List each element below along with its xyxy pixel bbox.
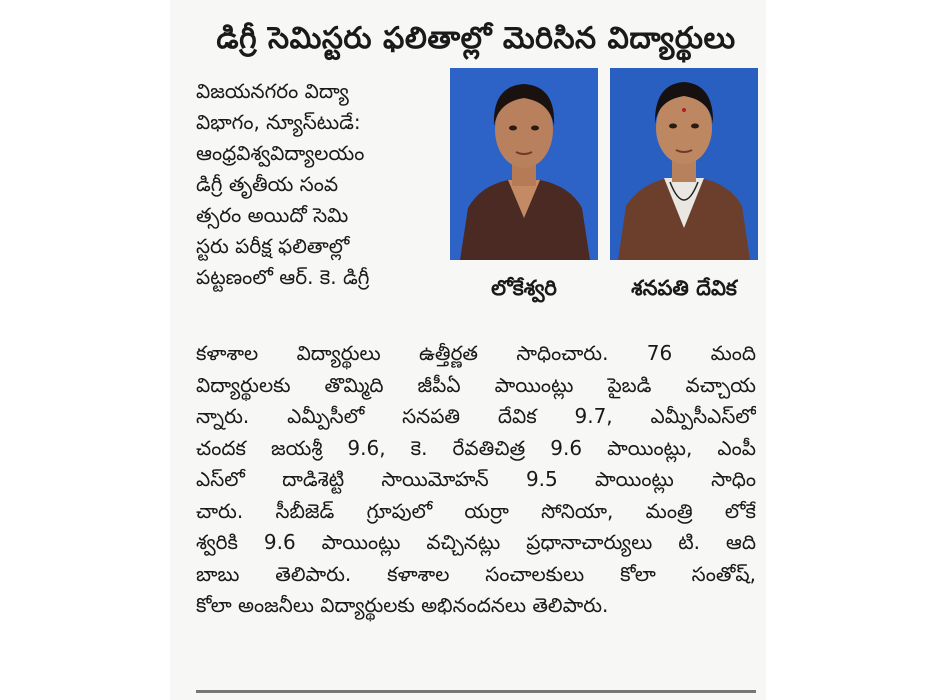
article-line: స్టరు పరీక్ష ఫలితాల్లో xyxy=(196,234,350,258)
article-line: కళాశాల విద్యార్థులు ఉత్తీర్ణత సాధించారు. 76 మంది xyxy=(196,341,756,365)
article-line: విజయనగరం విద్యా xyxy=(196,79,349,103)
article-line: బాబు తెలిపారు. కళాశాల సంచాలకులు కోలా సంతోష్, xyxy=(196,561,756,586)
article-line: శ్వరికి 9.6 పాయింట్లు వచ్చినట్లు ప్రధానాచార్యులు టి. ఆది xyxy=(196,530,756,554)
article-line: న్నారు. ఎమ్పీసీలో సనపతి దేవిక 9.7, ఎమ్పీసీఎస్‌లో xyxy=(196,404,756,428)
article-line: కోలా అంజనీలు విద్యార్థులకు అభినందనలు తెలిపారు. xyxy=(196,593,609,617)
article-line: ఎస్‌లో దాడిశెట్టి సాయిమోహన్ 9.5 పాయింట్లు సాధిం xyxy=(196,467,756,491)
article-line: చారు. సీబీజెడ్ గ్రూపులో యర్రా సోనియా, మంత్రి లోకే xyxy=(196,498,756,523)
article-body xyxy=(196,338,756,622)
portrait-image xyxy=(610,68,758,260)
headline: డిగ్రీ సెమిస్టరు ఫలితాల్లో మెరిసిన విద్యార్థులు xyxy=(216,21,736,56)
article-line: ఆంధ్రవిశ్వవిద్యాలయం xyxy=(196,141,365,165)
article-line: చందక జయశ్రీ 9.6, కె. రేవతిచిత్ర 9.6 పాయింట్లు, ఎంపీ xyxy=(196,435,756,460)
student-photo-lokeswari xyxy=(450,68,598,260)
bottom-rule xyxy=(196,690,756,693)
article-line: విద్యార్థులకు తొమ్మిది జీపీఏ పాయింట్లు పైబడి వచ్చాయ xyxy=(196,372,756,397)
photo-caption-devika: శనపతి దేవిక xyxy=(631,276,737,300)
student-photo-devika xyxy=(610,68,758,260)
article-lead-column xyxy=(196,76,440,293)
article-line: డిగ్రీ తృతీయ సంవ xyxy=(196,172,339,196)
article-line: విభాగం, న్యూస్‌టుడే: xyxy=(196,110,361,134)
article-line: త్సరం అయిదో సెమి xyxy=(196,203,349,227)
photo-caption-lokeswari: లోకేశ్వరి xyxy=(491,276,557,300)
portrait-image xyxy=(450,68,598,260)
article-line: పట్టణంలో ఆర్. కె. డిగ్రీ xyxy=(196,265,370,289)
